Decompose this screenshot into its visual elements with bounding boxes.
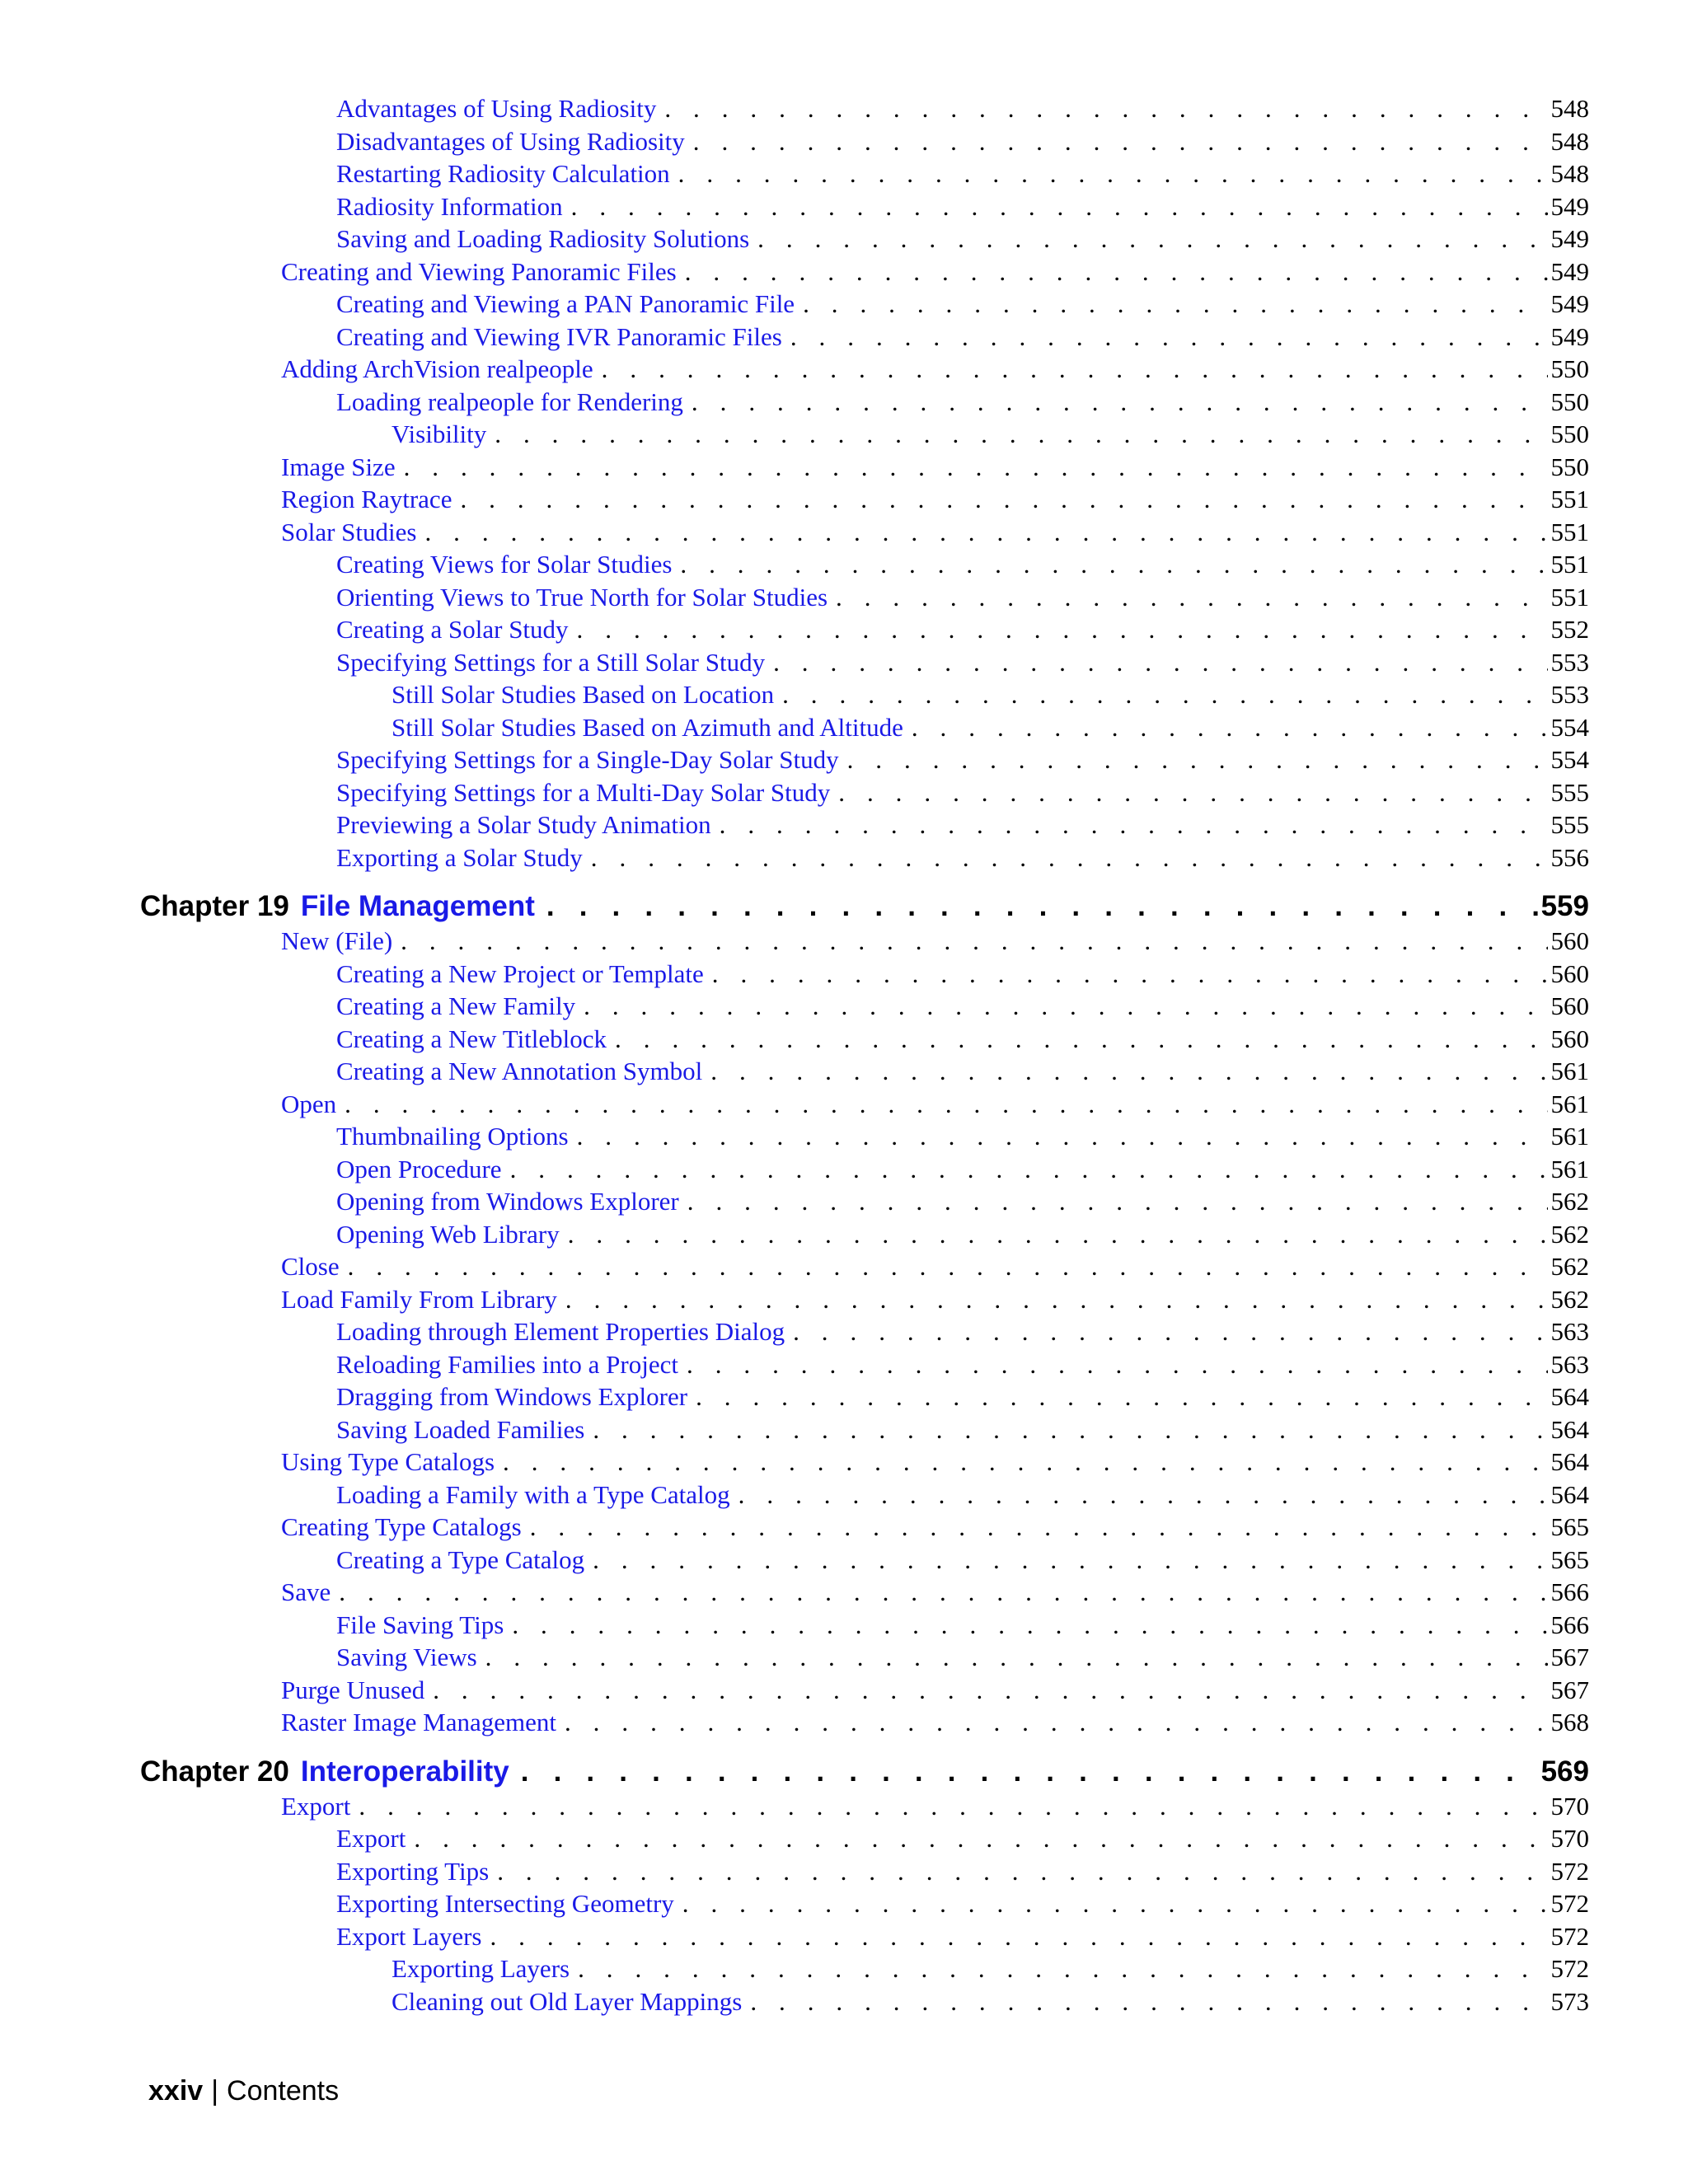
toc-entry-title[interactable]: Save [281, 1577, 331, 1606]
toc-entry-page-number: 560 [1550, 991, 1589, 1020]
toc-entry[interactable] [140, 1250, 1589, 1283]
toc-entry[interactable] [140, 990, 1589, 1023]
toc-entry-page-number: 556 [1550, 842, 1589, 872]
toc-entry[interactable] [140, 1380, 1589, 1413]
toc-entry[interactable] [140, 1641, 1589, 1674]
toc-entry[interactable] [140, 581, 1589, 614]
toc-entry-page-number: 560 [1550, 1024, 1589, 1053]
dot-leader [693, 125, 1548, 158]
toc-entry-title[interactable]: Dragging from Windows Explorer [336, 1382, 688, 1411]
chapter-label: Chapter 19 [140, 890, 289, 922]
toc-entry[interactable] [140, 1023, 1589, 1056]
dot-leader [912, 711, 1548, 744]
toc-entry[interactable] [140, 190, 1589, 223]
toc-entry[interactable] [140, 1790, 1589, 1823]
dot-leader [359, 1790, 1547, 1823]
toc-entry[interactable] [140, 1088, 1589, 1121]
toc-entry-title[interactable]: Creating Type Catalogs [281, 1512, 522, 1541]
toc-entry-page-number: 551 [1550, 517, 1589, 546]
toc-entry[interactable] [140, 1446, 1589, 1479]
toc-entry-title[interactable]: Adding ArchVision realpeople [281, 354, 593, 383]
toc-entry-page-number: 548 [1550, 159, 1589, 188]
toc-entry[interactable] [140, 1576, 1589, 1609]
dot-leader [847, 743, 1548, 776]
toc-entry[interactable] [140, 1609, 1589, 1642]
toc-entry-title[interactable]: Restarting Radiosity Calculation [336, 159, 670, 188]
toc-entry-page-number: 549 [1550, 256, 1589, 286]
toc-entry[interactable] [140, 1479, 1589, 1511]
toc-entry-title[interactable]: Exporting Layers [392, 1954, 570, 1983]
toc-entry-title[interactable]: New (File) [281, 926, 393, 955]
toc-entry[interactable] [140, 925, 1589, 958]
toc-entry[interactable] [140, 711, 1589, 744]
dot-leader [680, 548, 1547, 581]
dot-leader [773, 646, 1547, 679]
toc-entry-title[interactable]: Creating a New Project or Template [336, 958, 704, 988]
toc-entry-title[interactable]: Saving Views [336, 1643, 477, 1671]
toc-entry-page-number: 548 [1550, 126, 1589, 156]
dot-leader [345, 1088, 1547, 1121]
toc-entry-title[interactable]: Specifying Settings for a Still Solar Study [336, 647, 766, 677]
dot-leader [512, 1609, 1547, 1642]
toc-entry-title[interactable]: Load Family From Library [281, 1284, 557, 1314]
toc-entry-title[interactable]: Loading realpeople for Rendering [336, 387, 683, 416]
toc-entry-title[interactable]: Creating a Type Catalog [336, 1544, 585, 1574]
toc-entry[interactable] [140, 1674, 1589, 1707]
toc-entry[interactable] [140, 776, 1589, 809]
toc-entry-page-number: 549 [1550, 321, 1589, 351]
toc-entry-title[interactable]: Creating a New Annotation Symbol [336, 1057, 703, 1085]
toc-entry[interactable] [140, 743, 1589, 776]
dot-leader [720, 808, 1548, 841]
toc-entry[interactable] [140, 418, 1589, 451]
toc-entry-page-number: 550 [1550, 354, 1589, 383]
toc-entry[interactable] [140, 255, 1589, 288]
dot-leader [577, 1120, 1548, 1153]
toc-entry-title[interactable]: Orienting Views to True North for Solar Studies [336, 582, 828, 612]
dot-leader [793, 1315, 1547, 1348]
toc-entry-title[interactable]: Exporting Intersecting Geometry [336, 1889, 674, 1918]
dot-leader [348, 1250, 1548, 1283]
toc-entry[interactable] [140, 125, 1589, 158]
toc-entry[interactable] [140, 483, 1589, 516]
toc-entry-page-number: 565 [1550, 1512, 1589, 1541]
toc-entry-title[interactable]: Open Procedure [336, 1154, 502, 1183]
chapter-title[interactable]: File Management [300, 890, 535, 922]
dot-leader [593, 1413, 1547, 1446]
chapter-heading[interactable] [140, 888, 1589, 925]
toc-entry-page-number: 550 [1550, 419, 1589, 448]
toc-entry-page-number: 560 [1550, 926, 1589, 955]
dot-leader [485, 1641, 1548, 1674]
toc-entry-page-number: 564 [1550, 1382, 1589, 1411]
toc-entry-page-number: 562 [1550, 1219, 1589, 1249]
toc-entry[interactable] [140, 1544, 1589, 1577]
toc-entry-title[interactable]: Purge Unused [281, 1675, 425, 1704]
dot-leader [503, 1446, 1547, 1479]
toc-entry[interactable] [140, 678, 1589, 711]
footer-section-name: Contents [227, 2075, 340, 2107]
dot-leader [838, 776, 1547, 809]
toc-entry[interactable] [140, 1822, 1589, 1855]
chapter-title[interactable]: Interoperability [300, 1755, 509, 1788]
toc-entry-page-number: 551 [1550, 485, 1589, 513]
toc-entry[interactable] [140, 157, 1589, 190]
footer-separator: | [211, 2075, 219, 2107]
toc-entry[interactable] [140, 1855, 1589, 1888]
toc-entry[interactable] [140, 353, 1589, 386]
toc-entry-title[interactable]: Region Raytrace [281, 485, 452, 513]
footer-page-number: xxiv [148, 2075, 204, 2107]
dot-leader [497, 1855, 1547, 1888]
dot-leader [664, 92, 1547, 125]
toc-entry-title[interactable]: Cleaning out Old Layer Mappings [392, 1986, 743, 2016]
toc-entry[interactable] [140, 1153, 1589, 1186]
toc-entry-page-number: 566 [1550, 1610, 1589, 1639]
dot-leader [565, 1706, 1548, 1739]
toc-entry-page-number: 564 [1550, 1414, 1589, 1444]
toc-entry-page-number: 561 [1550, 1122, 1589, 1151]
toc-entry[interactable] [140, 1706, 1589, 1739]
dot-leader [578, 1952, 1547, 1985]
toc-entry-page-number: 570 [1550, 1824, 1589, 1853]
toc-entry[interactable] [140, 451, 1589, 484]
toc-entry-title[interactable]: Export [281, 1791, 351, 1821]
toc-entry-page-number: 563 [1550, 1349, 1589, 1379]
toc-entry-title[interactable]: Close [281, 1252, 340, 1281]
dot-leader [687, 1185, 1548, 1218]
toc-entry-page-number: 572 [1550, 1889, 1589, 1918]
toc-entry-title[interactable]: Disadvantages of Using Radiosity [336, 126, 685, 156]
dot-leader [682, 1887, 1548, 1920]
toc-entry-title[interactable]: Visibility [392, 419, 487, 448]
toc-entry[interactable] [140, 516, 1589, 549]
dot-leader [591, 841, 1548, 874]
dot-leader [584, 990, 1547, 1023]
toc-entry[interactable] [140, 223, 1589, 255]
toc-entry-title[interactable]: Solar Studies [281, 517, 417, 546]
toc-entry[interactable] [140, 1952, 1589, 1985]
toc-entry-page-number: 567 [1550, 1643, 1589, 1671]
toc-entry-page-number: 555 [1550, 810, 1589, 839]
toc-entry[interactable] [140, 646, 1589, 679]
toc-entry-title[interactable]: Creating a New Titleblock [336, 1024, 607, 1053]
dot-leader [782, 678, 1547, 711]
dot-leader [433, 1674, 1547, 1707]
toc-entry-page-number: 561 [1550, 1154, 1589, 1183]
dot-leader [521, 1754, 1538, 1790]
toc-entry[interactable] [140, 958, 1589, 991]
toc-entry[interactable] [140, 841, 1589, 874]
dot-leader [490, 1920, 1547, 1953]
toc-entry-page-number: 555 [1550, 777, 1589, 807]
toc-entry-title[interactable]: Export [336, 1824, 406, 1853]
dot-leader [565, 1283, 1548, 1316]
toc-entry-page-number: 572 [1550, 1954, 1589, 1983]
dot-leader [602, 353, 1548, 386]
toc-entry[interactable] [140, 321, 1589, 354]
dot-leader [404, 451, 1548, 484]
toc-entry-title[interactable]: Saving Loaded Families [336, 1414, 585, 1444]
dot-leader [750, 1985, 1547, 2018]
toc-entry-title[interactable]: Exporting a Solar Study [336, 842, 583, 872]
toc-entry-title[interactable]: Specifying Settings for a Multi-Day Solar Study [336, 777, 831, 807]
table-of-contents [140, 92, 1589, 2018]
toc-entry-page-number: 560 [1550, 958, 1589, 988]
dot-leader [530, 1511, 1548, 1544]
toc-entry-page-number: 561 [1550, 1057, 1589, 1085]
chapter-heading[interactable] [140, 1754, 1589, 1790]
toc-entry-title[interactable]: Thumbnailing Options [336, 1122, 569, 1151]
toc-entry-title[interactable]: Saving and Loading Radiosity Solutions [336, 224, 750, 253]
toc-entry[interactable] [140, 92, 1589, 125]
toc-entry-title[interactable]: Advantages of Using Radiosity [336, 94, 657, 123]
toc-entry-title[interactable]: Radiosity Information [336, 191, 563, 221]
toc-entry[interactable] [140, 808, 1589, 841]
toc-entry[interactable] [140, 1887, 1589, 1920]
dot-leader [738, 1479, 1548, 1511]
toc-entry-title[interactable]: Creating and Viewing IVR Panoramic Files [336, 321, 782, 351]
toc-entry-title[interactable]: Creating Views for Solar Studies [336, 550, 673, 579]
dot-leader [460, 483, 1547, 516]
dot-leader [401, 925, 1547, 958]
dot-leader [339, 1576, 1547, 1609]
toc-entry-page-number: 548 [1550, 94, 1589, 123]
toc-entry[interactable] [140, 1283, 1589, 1316]
toc-entry-title[interactable]: Exporting Tips [336, 1856, 490, 1886]
toc-entry-page-number: 567 [1550, 1675, 1589, 1704]
dot-leader [696, 1380, 1547, 1413]
toc-entry[interactable] [140, 1920, 1589, 1953]
dot-leader [615, 1023, 1547, 1056]
dot-leader [685, 255, 1548, 288]
toc-entry[interactable] [140, 1511, 1589, 1544]
dot-leader [414, 1822, 1547, 1855]
toc-entry-title[interactable]: Raster Image Management [281, 1708, 556, 1736]
dot-leader [692, 386, 1548, 419]
toc-entry[interactable] [140, 613, 1589, 646]
toc-entry-page-number: 570 [1550, 1791, 1589, 1821]
toc-entry-page-number: 553 [1550, 680, 1589, 709]
dot-leader [546, 888, 1538, 925]
toc-entry-page-number: 549 [1550, 289, 1589, 318]
toc-entry-page-number: 573 [1550, 1986, 1589, 2016]
toc-entry-page-number: 568 [1550, 1708, 1589, 1736]
toc-entry[interactable] [140, 386, 1589, 419]
dot-leader [568, 1218, 1548, 1251]
toc-entry-page-number: 554 [1550, 745, 1589, 774]
toc-entry[interactable] [140, 288, 1589, 321]
dot-leader [495, 418, 1547, 451]
chapter-page-number: 569 [1540, 1755, 1589, 1788]
toc-entry-page-number: 563 [1550, 1317, 1589, 1346]
toc-entry-title[interactable]: Reloading Families into a Project [336, 1349, 678, 1379]
toc-entry-title[interactable]: Creating a New Family [336, 991, 576, 1020]
toc-entry-page-number: 562 [1550, 1187, 1589, 1216]
dot-leader [687, 1348, 1548, 1381]
toc-entry-page-number: 572 [1550, 1921, 1589, 1951]
toc-entry[interactable] [140, 1348, 1589, 1381]
chapter-page-number: 559 [1540, 890, 1589, 922]
toc-entry-title[interactable]: Opening from Windows Explorer [336, 1187, 679, 1216]
dot-leader [577, 613, 1548, 646]
chapter-label: Chapter 20 [140, 1755, 289, 1788]
toc-entry[interactable] [140, 1185, 1589, 1218]
dot-leader [510, 1153, 1548, 1186]
dot-leader [803, 288, 1547, 321]
toc-entry-page-number: 562 [1550, 1252, 1589, 1281]
dot-leader [678, 157, 1548, 190]
dot-leader [424, 516, 1547, 549]
toc-entry-page-number: 549 [1550, 191, 1589, 221]
toc-entry[interactable] [140, 1413, 1589, 1446]
toc-entry-page-number: 551 [1550, 582, 1589, 612]
toc-entry-title[interactable]: Creating and Viewing a PAN Panoramic File [336, 289, 795, 318]
dot-leader [712, 958, 1548, 991]
dot-leader [571, 190, 1548, 223]
toc-entry-title[interactable]: Using Type Catalogs [281, 1447, 495, 1476]
page-footer [148, 2073, 339, 2109]
toc-entry-title[interactable]: Still Solar Studies Based on Azimuth and Altitude [392, 712, 903, 742]
toc-entry-title[interactable]: Creating and Viewing Panoramic Files [281, 256, 677, 286]
toc-entry-title[interactable]: Image Size [281, 452, 396, 481]
toc-entry-page-number: 551 [1550, 550, 1589, 579]
toc-entry-title[interactable]: Specifying Settings for a Single-Day Solar Study [336, 745, 839, 774]
toc-entry-page-number: 564 [1550, 1447, 1589, 1476]
toc-entry-title[interactable]: Opening Web Library [336, 1219, 560, 1249]
toc-entry-title[interactable]: Loading through Element Properties Dialog [336, 1317, 785, 1346]
toc-entry-page-number: 562 [1550, 1284, 1589, 1314]
toc-entry-title[interactable]: File Saving Tips [336, 1610, 504, 1639]
toc-entry-page-number: 572 [1550, 1856, 1589, 1886]
toc-entry-title[interactable]: Open [281, 1089, 337, 1118]
toc-entry[interactable] [140, 1985, 1589, 2018]
toc-entry-page-number: 561 [1550, 1089, 1589, 1118]
toc-entry[interactable] [140, 1120, 1589, 1153]
toc-entry-page-number: 550 [1550, 387, 1589, 416]
toc-entry-page-number: 553 [1550, 647, 1589, 677]
toc-entry-page-number: 565 [1550, 1544, 1589, 1574]
toc-entry-title[interactable]: Still Solar Studies Based on Location [392, 680, 775, 709]
toc-entry-title[interactable]: Previewing a Solar Study Animation [336, 810, 711, 839]
toc-entry[interactable] [140, 548, 1589, 581]
toc-entry-page-number: 552 [1550, 615, 1589, 644]
toc-entry-title[interactable]: Creating a Solar Study [336, 615, 569, 644]
dot-leader [790, 321, 1548, 354]
toc-entry-title[interactable]: Export Layers [336, 1921, 482, 1951]
toc-entry-page-number: 564 [1550, 1479, 1589, 1509]
dot-leader [593, 1544, 1547, 1577]
toc-entry-page-number: 554 [1550, 712, 1589, 742]
toc-entry[interactable] [140, 1218, 1589, 1251]
toc-entry-page-number: 549 [1550, 224, 1589, 253]
dot-leader [836, 581, 1547, 614]
toc-entry[interactable] [140, 1315, 1589, 1348]
dot-leader [710, 1055, 1547, 1088]
toc-entry-page-number: 550 [1550, 452, 1589, 481]
dot-leader [757, 223, 1547, 255]
toc-entry-page-number: 566 [1550, 1577, 1589, 1606]
toc-entry[interactable] [140, 1055, 1589, 1088]
toc-entry-title[interactable]: Loading a Family with a Type Catalog [336, 1479, 730, 1509]
